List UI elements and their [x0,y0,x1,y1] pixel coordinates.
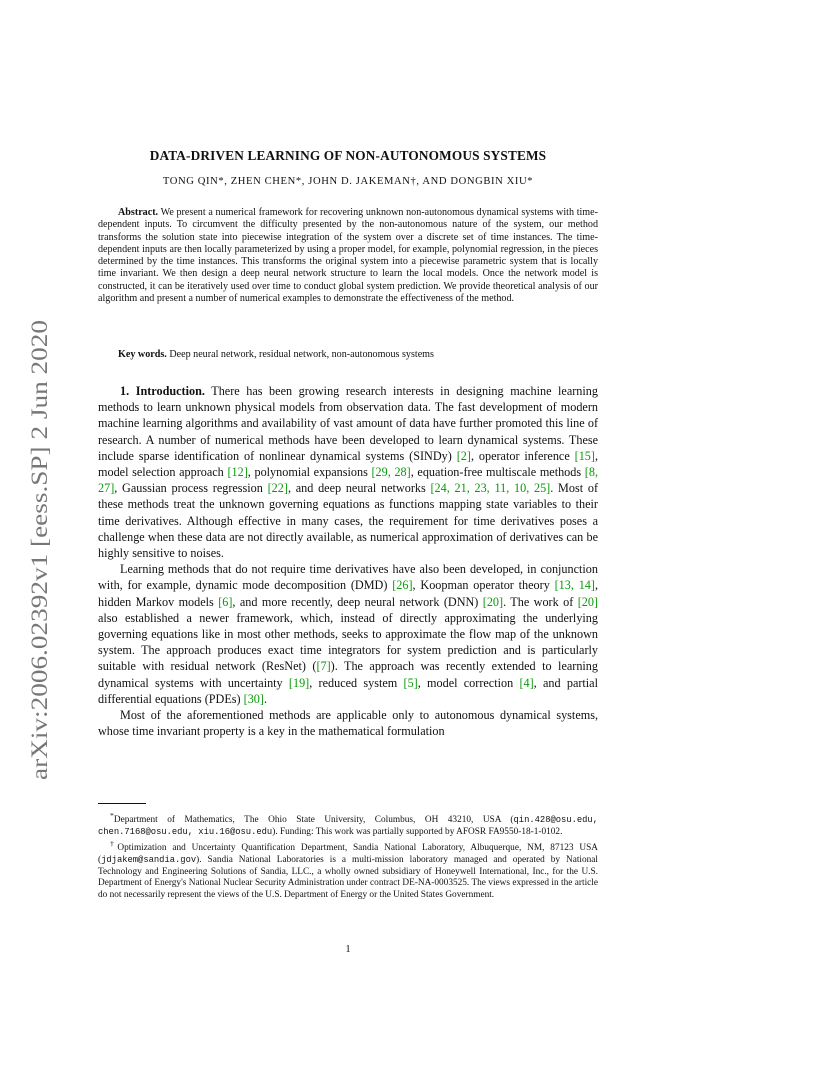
author-emails[interactable]: qin.428@osu.edu, chen.7168@osu.edu, xiu.16@osu.edu [98,815,598,837]
intro-paragraph-3: Most of the aforementioned methods are applicable only to autonomous dynamical systems, whose time invariant property is a key in the mathematical formulation [98,708,598,739]
page-number: 1 [345,944,351,955]
arxiv-stamp-svg [15,315,55,785]
intro-paragraph-1: 1. Introduction. There has been growing research interests in designing machine learning methods to learn unknown physical models from observation data. The fast development of modern machine learning algorithms and availability of vast amount of data have further promoted this line of research. A number of numerical methods have been developed to learn dynamical systems. These include sparse identification of nonlinear dynamical systems (SINDy) [2], operator inference [15], model selection approach [12], polynomial expansions [29, 28], equation-free multiscale methods [8, 27], Gaussian process regression [22], and deep neural networks [24, 21, 23, 11, 10, 25]. Most of these methods treat the unknown governing equations as functions mapping state variables to their time derivatives. Although effective in many cases, the requirement for time derivatives poses a challenge when these data are not directly available, as numerical approximation of derivatives can be highly sensitive to noises. [98,384,599,561]
citation-link[interactable]: [22] [267,481,288,496]
keywords-label: Key words. [118,349,167,360]
citation-link[interactable]: [6] [218,594,233,609]
arxiv-sidebar-stamp [15,315,55,785]
author-list: TONG QIN*, ZHEN CHEN*, JOHN D. JAKEMAN†, AND DONGBIN XIU* [162,176,534,187]
citation-link[interactable]: [12] [227,465,248,480]
citation-link[interactable]: [13, 14] [554,578,595,593]
introduction-section [98,383,598,739]
citation-link[interactable]: [4] [519,675,534,690]
citation-link[interactable]: [15] [574,448,595,463]
citation-link[interactable]: [29, 28] [371,465,411,480]
abstract-text: We present a numerical framework for recovering unknown non-autonomous dynamical systems with time-dependent inputs. To circumvent the difficulty presented by the non-autonomous nature of the system, our method transforms the solution state into piecewise integration of the system over a discrete set of time instances. The time-dependent inputs are then locally parameterized by using a proper model, for example, polynomial regression, in the pieces determined by the time instances. This transforms the original system into a piecewise parametric system that is locally time invariant. We then design a deep neural network structure to learn the local models. Once the network model is constructed, it can be iteratively used over time to conduct global system prediction. We provide theoretical analysis of our algorithm and present a number of numerical examples to demonstrate the effectiveness of the method. [98,207,598,305]
abstract-label: Abstract. [118,207,159,218]
citation-link[interactable]: [5] [403,675,418,690]
citation-link[interactable]: [26] [392,578,413,593]
footnote-2: †Optimization and Uncertainty Quantification Department, Sandia National Laboratory, Albuquerque, NM, 87123 USA (jdjakem@sandia.gov). Sandia National Laboratories is a multi-mission laboratory managed and operated by National Technology and Engineering Solutions of Sandia, LLC., a wholly owned subsidiary of Honeywell International, Inc., for the U.S. Department of Energy's National Nuclear Security Administration under contract DE-NA-0003525. The views expressed in the article do not necessarily represent the views of the U.S. Department of Energy or the United States Government. [98,839,599,900]
citation-link[interactable]: [30] [243,691,264,706]
footnote-rule [98,803,146,804]
author-email[interactable]: jdjakem@sandia.gov [101,854,197,865]
citation-link[interactable]: [2] [456,448,471,463]
citation-link[interactable]: [24, 21, 23, 11, 10, 25] [430,481,551,496]
intro-paragraph-2: Learning methods that do not require time derivatives have also been developed, in conjunction with, for example, dynamic mode decomposition (DMD) [26], Koopman operator theory [13, 14], hidden Markov models [6], and more recently, deep neural network (DNN) [20]. The work of [20] also established a newer framework, which, instead of directly approximating the underlying governing equations like in most other methods, seeks to approximate the flow map of the unknown system. The approach produces exact time integrators for system prediction and is particularly suitable with residual network (ResNet) ([7]). The approach was recently extended to learning dynamical systems with uncertainty [19], reduced system [5], model correction [4], and partial differential equations (PDEs) [30]. [98,562,598,706]
keywords [118,349,598,360]
citation-link[interactable]: [8, 27] [98,465,598,496]
footnotes [98,810,598,901]
section-heading: 1. Introduction. [120,384,205,398]
citation-link[interactable]: [20] [577,594,598,609]
citation-link[interactable]: [19] [288,675,310,690]
citation-link[interactable]: [20] [482,594,504,609]
paper-title: DATA-DRIVEN LEARNING OF NON-AUTONOMOUS SYSTEMS [149,148,547,163]
citation-link[interactable]: [7] [316,659,331,674]
footnote-1: *Department of Mathematics, The Ohio State University, Columbus, OH 43210, USA (qin.428@osu.edu, chen.7168@osu.edu, xiu.16@osu.edu). Funding: This work was partially supported by AFOSR FA9550-18-1-0102. [98,811,598,837]
keywords-text: Deep neural network, residual network, non-autonomous systems [169,349,434,360]
arxiv-id-text: arXiv:2006.02392v1 [eess.SP] 2 Jun 2020 [27,391,52,780]
abstract [98,207,598,305]
